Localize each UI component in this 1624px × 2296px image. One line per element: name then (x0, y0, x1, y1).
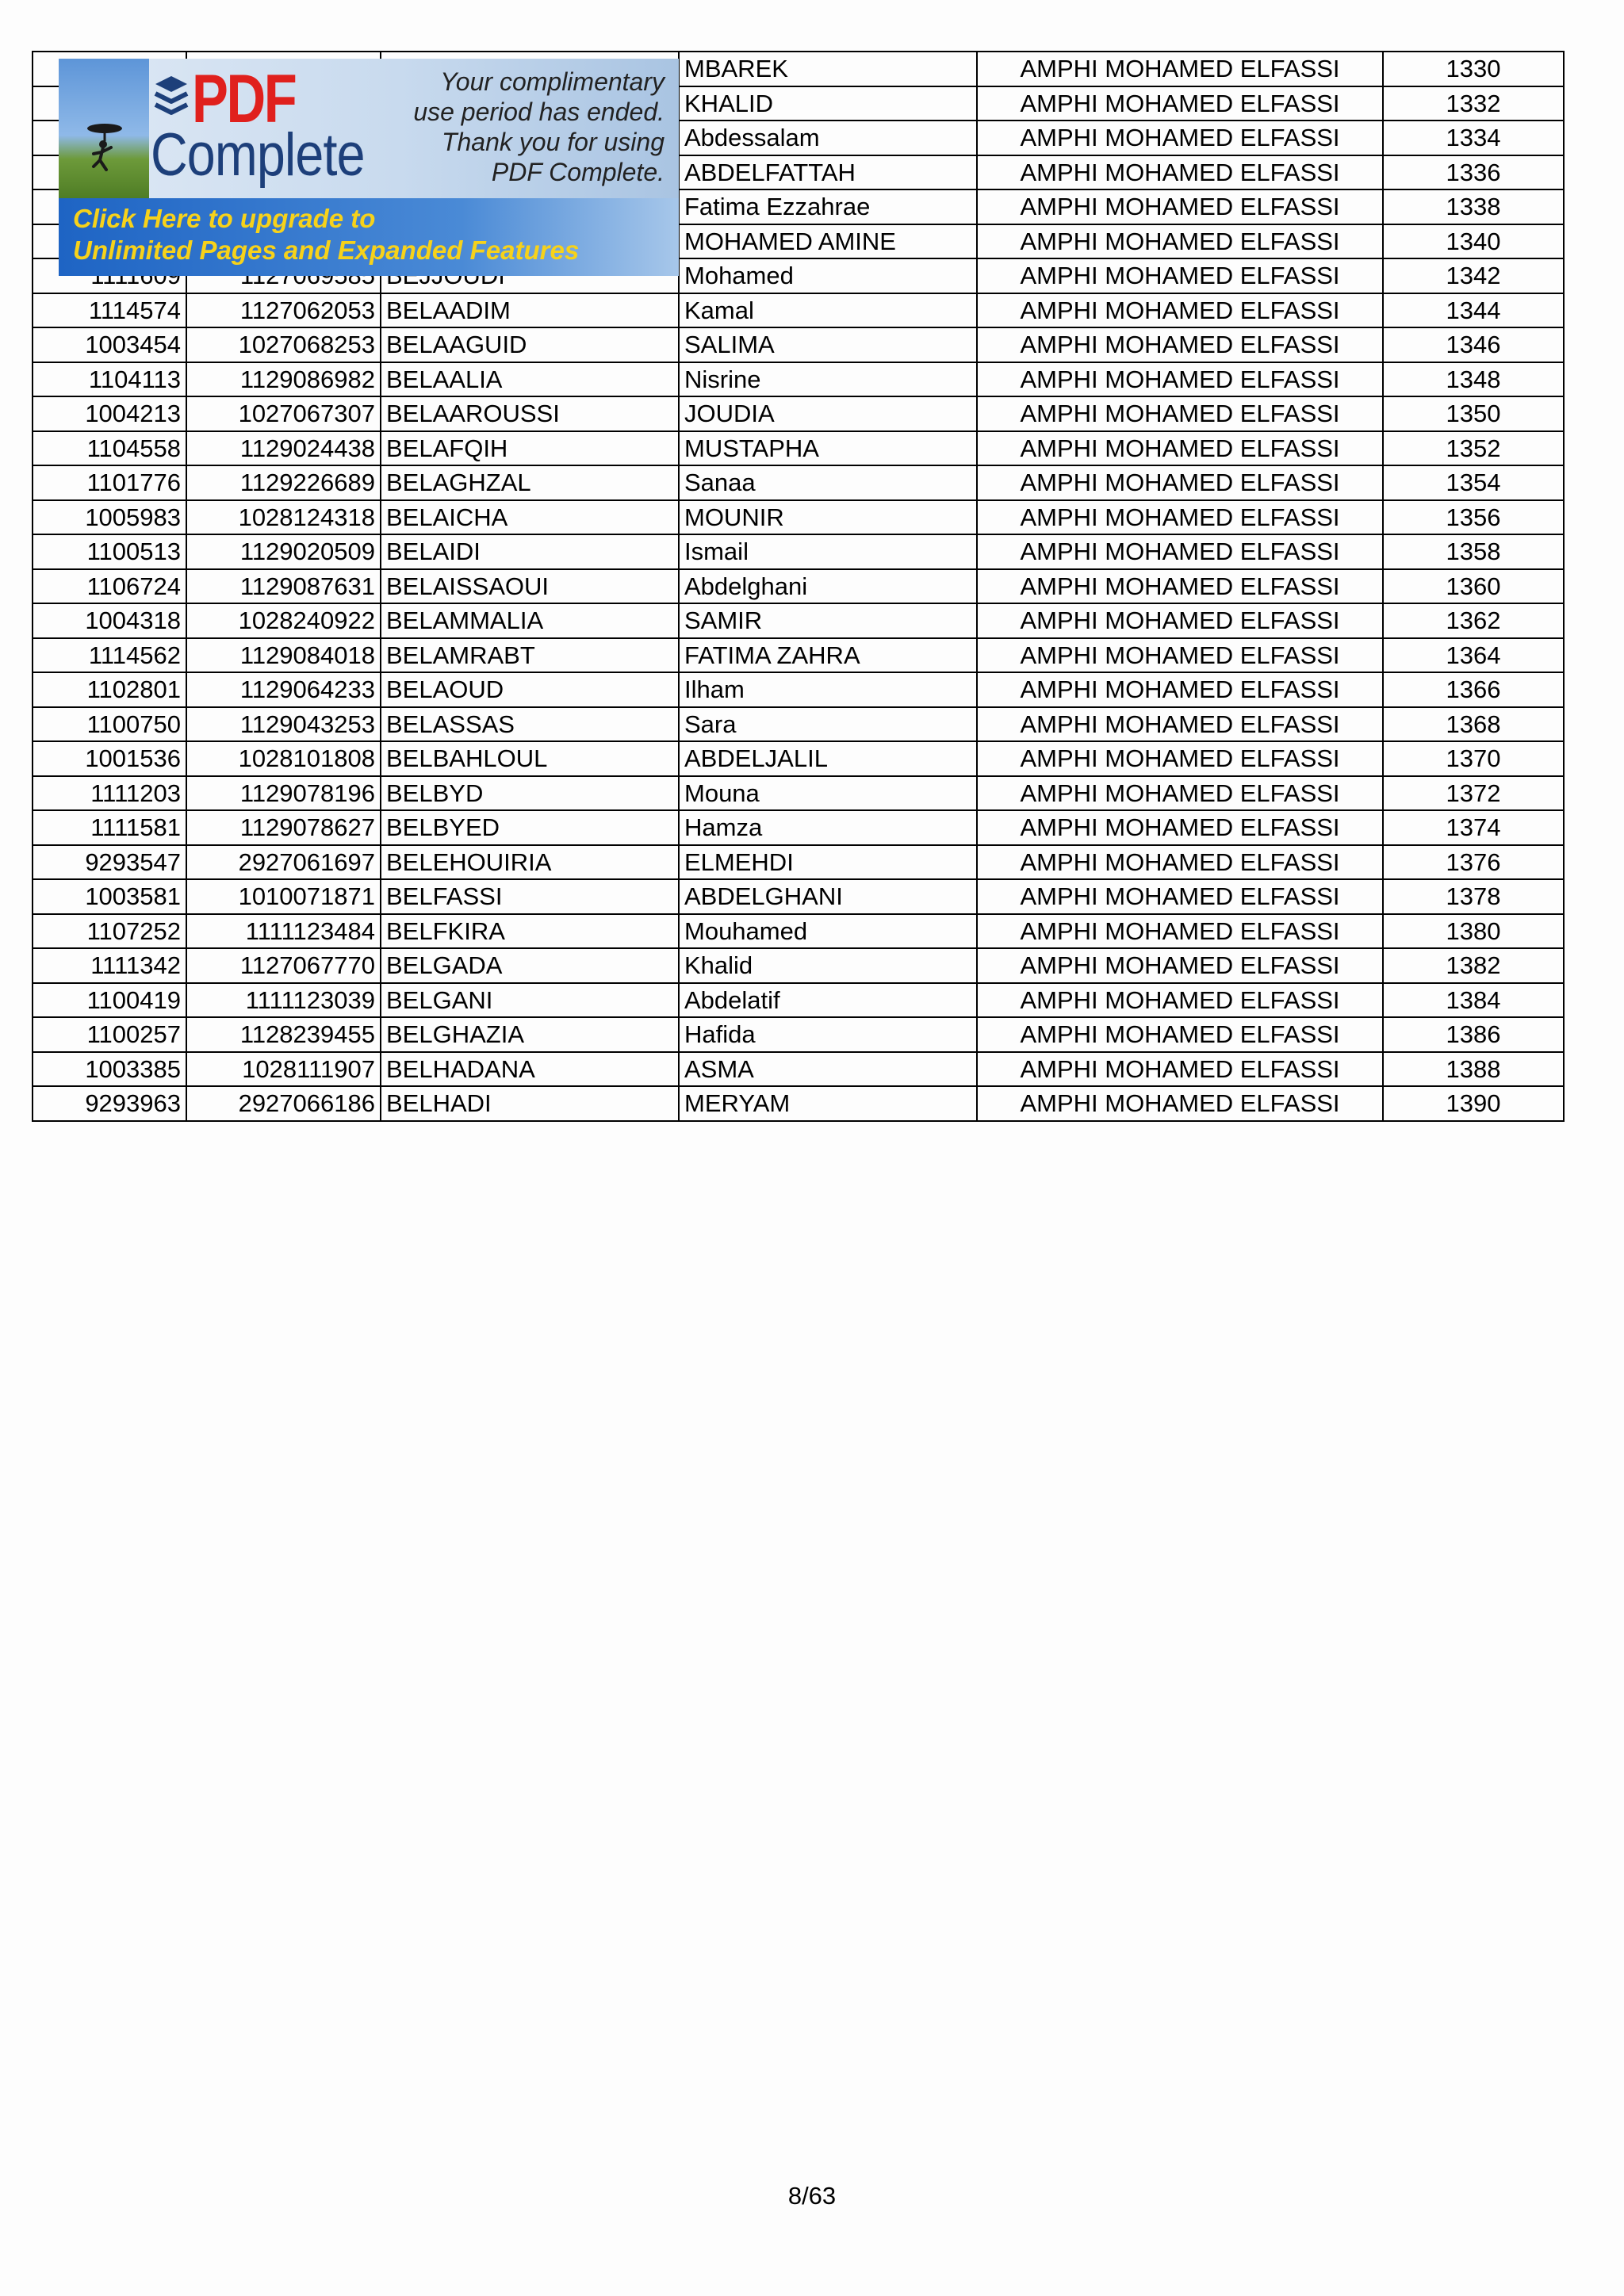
cell-amphitheater: AMPHI MOHAMED ELFASSI (977, 431, 1383, 466)
cell-amphitheater: AMPHI MOHAMED ELFASSI (977, 672, 1383, 707)
brand-complete-text: Complete (151, 121, 365, 189)
table-row (33, 879, 1564, 914)
cell-seat-number: 1384 (1383, 983, 1564, 1018)
cell-cin: 1129078627 (186, 810, 381, 845)
cell-last-name: BELGADA (381, 948, 679, 983)
table-row (33, 362, 1564, 397)
cell-first-name: MUSTAPHA (679, 431, 977, 466)
stacked-layers-icon (152, 73, 190, 121)
cell-id: 1114562 (33, 638, 186, 673)
cell-seat-number: 1366 (1383, 672, 1564, 707)
cell-seat-number: 1344 (1383, 293, 1564, 328)
table-row (33, 914, 1564, 949)
cell-amphitheater: AMPHI MOHAMED ELFASSI (977, 1052, 1383, 1087)
cell-cin: 1111123039 (186, 983, 381, 1018)
cell-cin: 1129084018 (186, 638, 381, 673)
cell-last-name: BELAGHZAL (381, 465, 679, 500)
cell-amphitheater: AMPHI MOHAMED ELFASSI (977, 638, 1383, 673)
cell-last-name: BELAOUD (381, 672, 679, 707)
jumping-figure-photo (59, 59, 149, 198)
table-row (33, 396, 1564, 431)
cell-cin: 1129078196 (186, 776, 381, 811)
cell-id: 9293963 (33, 1086, 186, 1121)
pdf-complete-upgrade-banner[interactable] (59, 59, 679, 276)
cell-last-name: BELAAGUID (381, 327, 679, 362)
cell-first-name: KHALID (679, 86, 977, 121)
cell-cin: 2927061697 (186, 845, 381, 880)
cell-amphitheater: AMPHI MOHAMED ELFASSI (977, 879, 1383, 914)
cell-id: 1005983 (33, 500, 186, 535)
cell-amphitheater: AMPHI MOHAMED ELFASSI (977, 810, 1383, 845)
cell-last-name: BELAMRABT (381, 638, 679, 673)
cell-amphitheater: AMPHI MOHAMED ELFASSI (977, 293, 1383, 328)
cell-seat-number: 1370 (1383, 741, 1564, 776)
message-line: PDF Complete. (491, 158, 665, 186)
cell-cin: 1129020509 (186, 534, 381, 569)
cell-first-name: Mouhamed (679, 914, 977, 949)
cell-seat-number: 1390 (1383, 1086, 1564, 1121)
cell-id: 1003581 (33, 879, 186, 914)
cell-last-name: BELBYD (381, 776, 679, 811)
cell-seat-number: 1340 (1383, 224, 1564, 259)
cell-seat-number: 1350 (1383, 396, 1564, 431)
table-row (33, 465, 1564, 500)
table-row (33, 948, 1564, 983)
cell-id: 1111581 (33, 810, 186, 845)
cell-last-name: BELASSAS (381, 707, 679, 742)
cell-id: 1106724 (33, 569, 186, 604)
upgrade-link-line1[interactable]: Click Here to upgrade to (73, 204, 376, 233)
cell-first-name: Abdessalam (679, 121, 977, 155)
cell-first-name: Ismail (679, 534, 977, 569)
cell-amphitheater: AMPHI MOHAMED ELFASSI (977, 189, 1383, 224)
cell-cin: 1028240922 (186, 603, 381, 638)
table-row (33, 569, 1564, 604)
cell-seat-number: 1358 (1383, 534, 1564, 569)
cell-first-name: MOHAMED AMINE (679, 224, 977, 259)
table-row (33, 741, 1564, 776)
cell-last-name: BELGHAZIA (381, 1017, 679, 1052)
cell-last-name: BELAAROUSSI (381, 396, 679, 431)
cell-cin: 1027068253 (186, 327, 381, 362)
cell-first-name: MOUNIR (679, 500, 977, 535)
cell-last-name: BELFKIRA (381, 914, 679, 949)
cell-amphitheater: AMPHI MOHAMED ELFASSI (977, 569, 1383, 604)
cell-seat-number: 1388 (1383, 1052, 1564, 1087)
table-row (33, 983, 1564, 1018)
table-row (33, 845, 1564, 880)
cell-cin: 2927066186 (186, 1086, 381, 1121)
table-row (33, 638, 1564, 673)
cell-seat-number: 1346 (1383, 327, 1564, 362)
cell-id: 1001536 (33, 741, 186, 776)
cell-cin: 1129064233 (186, 672, 381, 707)
cell-id: 1003385 (33, 1052, 186, 1087)
cell-seat-number: 1386 (1383, 1017, 1564, 1052)
cell-seat-number: 1382 (1383, 948, 1564, 983)
upgrade-link-line2[interactable]: Unlimited Pages and Expanded Features (73, 235, 580, 265)
table-row (33, 1052, 1564, 1087)
cell-last-name: BELGANI (381, 983, 679, 1018)
cell-last-name: BELHADANA (381, 1052, 679, 1087)
cell-cin: 1129087631 (186, 569, 381, 604)
cell-first-name: Abdelghani (679, 569, 977, 604)
cell-id: 9293547 (33, 845, 186, 880)
cell-seat-number: 1378 (1383, 879, 1564, 914)
cell-seat-number: 1352 (1383, 431, 1564, 466)
cell-id: 1004213 (33, 396, 186, 431)
cell-first-name: Kamal (679, 293, 977, 328)
cell-last-name: BELAIDI (381, 534, 679, 569)
page-number: 8/63 (787, 2182, 837, 2210)
cell-cin: 1127062053 (186, 293, 381, 328)
cell-seat-number: 1348 (1383, 362, 1564, 397)
cell-id: 1104113 (33, 362, 186, 397)
cell-amphitheater: AMPHI MOHAMED ELFASSI (977, 121, 1383, 155)
cell-cin: 1129226689 (186, 465, 381, 500)
cell-last-name: BELEHOUIRIA (381, 845, 679, 880)
cell-seat-number: 1374 (1383, 810, 1564, 845)
cell-amphitheater: AMPHI MOHAMED ELFASSI (977, 707, 1383, 742)
cell-seat-number: 1330 (1383, 52, 1564, 86)
cell-amphitheater: AMPHI MOHAMED ELFASSI (977, 224, 1383, 259)
cell-last-name: BELAALIA (381, 362, 679, 397)
cell-first-name: SALIMA (679, 327, 977, 362)
cell-id: 1104558 (33, 431, 186, 466)
cell-amphitheater: AMPHI MOHAMED ELFASSI (977, 362, 1383, 397)
cell-first-name: Khalid (679, 948, 977, 983)
cell-amphitheater: AMPHI MOHAMED ELFASSI (977, 396, 1383, 431)
cell-id: 1100419 (33, 983, 186, 1018)
cell-amphitheater: AMPHI MOHAMED ELFASSI (977, 1086, 1383, 1121)
cell-amphitheater: AMPHI MOHAMED ELFASSI (977, 741, 1383, 776)
cell-first-name: Hafida (679, 1017, 977, 1052)
cell-amphitheater: AMPHI MOHAMED ELFASSI (977, 465, 1383, 500)
table-row (33, 1017, 1564, 1052)
cell-amphitheater: AMPHI MOHAMED ELFASSI (977, 845, 1383, 880)
cell-amphitheater: AMPHI MOHAMED ELFASSI (977, 603, 1383, 638)
cell-cin: 1111123484 (186, 914, 381, 949)
cell-first-name: Hamza (679, 810, 977, 845)
cell-first-name: JOUDIA (679, 396, 977, 431)
cell-id: 1111342 (33, 948, 186, 983)
cell-first-name: ABDELFATTAH (679, 155, 977, 190)
cell-amphitheater: AMPHI MOHAMED ELFASSI (977, 258, 1383, 293)
cell-seat-number: 1360 (1383, 569, 1564, 604)
cell-first-name: SAMIR (679, 603, 977, 638)
cell-cin: 1028124318 (186, 500, 381, 535)
cell-first-name: MBAREK (679, 52, 977, 86)
cell-first-name: Sara (679, 707, 977, 742)
cell-amphitheater: AMPHI MOHAMED ELFASSI (977, 534, 1383, 569)
cell-first-name: Nisrine (679, 362, 977, 397)
message-line: use period has ended. (413, 98, 665, 126)
table-row (33, 293, 1564, 328)
cell-seat-number: 1364 (1383, 638, 1564, 673)
cell-first-name: Ilham (679, 672, 977, 707)
cell-seat-number: 1334 (1383, 121, 1564, 155)
message-line: Your complimentary (440, 67, 665, 96)
cell-last-name: BELBYED (381, 810, 679, 845)
cell-cin: 1028101808 (186, 741, 381, 776)
table-row (33, 776, 1564, 811)
cell-last-name: BELAADIM (381, 293, 679, 328)
table-row (33, 1086, 1564, 1121)
cell-first-name: ABDELGHANI (679, 879, 977, 914)
cell-amphitheater: AMPHI MOHAMED ELFASSI (977, 1017, 1383, 1052)
cell-amphitheater: AMPHI MOHAMED ELFASSI (977, 327, 1383, 362)
cell-first-name: ASMA (679, 1052, 977, 1087)
cell-amphitheater: AMPHI MOHAMED ELFASSI (977, 776, 1383, 811)
upgrade-link[interactable] (59, 198, 679, 276)
cell-seat-number: 1362 (1383, 603, 1564, 638)
cell-id: 1107252 (33, 914, 186, 949)
cell-first-name: FATIMA ZAHRA (679, 638, 977, 673)
cell-seat-number: 1354 (1383, 465, 1564, 500)
cell-last-name: BELAFQIH (381, 431, 679, 466)
cell-id: 1100513 (33, 534, 186, 569)
cell-cin: 1010071871 (186, 879, 381, 914)
message-line: Thank you for using (441, 128, 665, 156)
cell-seat-number: 1380 (1383, 914, 1564, 949)
cell-amphitheater: AMPHI MOHAMED ELFASSI (977, 983, 1383, 1018)
cell-first-name: Fatima Ezzahrae (679, 189, 977, 224)
cell-cin: 1028111907 (186, 1052, 381, 1087)
cell-id: 1101776 (33, 465, 186, 500)
cell-seat-number: 1342 (1383, 258, 1564, 293)
cell-last-name: BELHADI (381, 1086, 679, 1121)
cell-first-name: ELMEHDI (679, 845, 977, 880)
cell-last-name: BELAICHA (381, 500, 679, 535)
cell-amphitheater: AMPHI MOHAMED ELFASSI (977, 914, 1383, 949)
cell-id: 1102801 (33, 672, 186, 707)
cell-first-name: Mouna (679, 776, 977, 811)
cell-amphitheater: AMPHI MOHAMED ELFASSI (977, 86, 1383, 121)
cell-id: 1111203 (33, 776, 186, 811)
cell-amphitheater: AMPHI MOHAMED ELFASSI (977, 155, 1383, 190)
cell-last-name: BELAISSAOUI (381, 569, 679, 604)
cell-first-name: Mohamed (679, 258, 977, 293)
cell-cin: 1129043253 (186, 707, 381, 742)
cell-id: 1114574 (33, 293, 186, 328)
cell-seat-number: 1376 (1383, 845, 1564, 880)
table-row (33, 707, 1564, 742)
cell-id: 1100750 (33, 707, 186, 742)
cell-amphitheater: AMPHI MOHAMED ELFASSI (977, 948, 1383, 983)
cell-last-name: BELFASSI (381, 879, 679, 914)
cell-id: 1003454 (33, 327, 186, 362)
table-row (33, 603, 1564, 638)
cell-amphitheater: AMPHI MOHAMED ELFASSI (977, 500, 1383, 535)
cell-id: 1004318 (33, 603, 186, 638)
cell-seat-number: 1338 (1383, 189, 1564, 224)
cell-cin: 1129086982 (186, 362, 381, 397)
cell-last-name: BELBAHLOUL (381, 741, 679, 776)
cell-cin: 1027067307 (186, 396, 381, 431)
cell-cin: 1127067770 (186, 948, 381, 983)
cell-seat-number: 1336 (1383, 155, 1564, 190)
cell-amphitheater: AMPHI MOHAMED ELFASSI (977, 52, 1383, 86)
table-row (33, 534, 1564, 569)
cell-cin: 1128239455 (186, 1017, 381, 1052)
cell-seat-number: 1368 (1383, 707, 1564, 742)
cell-seat-number: 1356 (1383, 500, 1564, 535)
cell-last-name: BELAMMALIA (381, 603, 679, 638)
brand-pdf-text: PDF (192, 61, 296, 137)
table-row (33, 431, 1564, 466)
cell-seat-number: 1372 (1383, 776, 1564, 811)
cell-id: 1100257 (33, 1017, 186, 1052)
cell-seat-number: 1332 (1383, 86, 1564, 121)
table-row (33, 810, 1564, 845)
cell-cin: 1129024438 (186, 431, 381, 466)
trial-ended-message (403, 67, 665, 187)
cell-first-name: Sanaa (679, 465, 977, 500)
cell-first-name: Abdelatif (679, 983, 977, 1018)
table-row (33, 500, 1564, 535)
table-row (33, 672, 1564, 707)
cell-first-name: MERYAM (679, 1086, 977, 1121)
cell-first-name: ABDELJALIL (679, 741, 977, 776)
table-row (33, 327, 1564, 362)
